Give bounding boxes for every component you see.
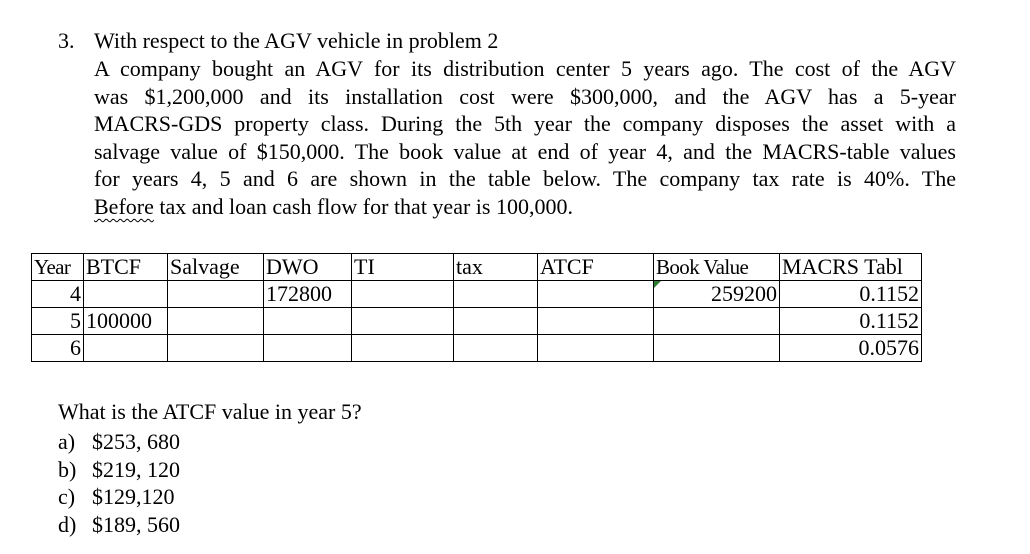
answer-option-c	[58, 483, 180, 511]
table-cell: 4	[32, 281, 84, 308]
table-cell	[264, 335, 352, 362]
table-cell	[352, 335, 454, 362]
table-row	[32, 308, 922, 335]
header-cell: Year	[32, 254, 84, 281]
answer-options	[58, 428, 180, 538]
option-label: b)	[58, 456, 77, 482]
table-cell	[454, 335, 538, 362]
table-cell	[264, 308, 352, 335]
answer-option-b	[58, 456, 180, 484]
table-cell: 6	[32, 335, 84, 362]
table-row	[32, 281, 922, 308]
macrs-table	[31, 253, 922, 362]
table-cell	[168, 308, 264, 335]
paragraph-line: salvage value of $150,000. The book value at end of year 4, and the MACRS-table values	[94, 138, 956, 164]
table-cell	[654, 335, 780, 362]
table-cell	[168, 335, 264, 362]
table-cell: 172800	[264, 281, 352, 308]
option-text: $189, 560	[92, 511, 180, 537]
table-cell	[84, 281, 168, 308]
table-header-row	[32, 254, 922, 281]
paragraph-line-rest: tax and loan cash flow for that year is 100,000.	[153, 193, 573, 219]
spellcheck-word: Before	[94, 193, 154, 219]
table-cell	[538, 281, 654, 308]
table-cell: 100000	[84, 308, 168, 335]
table-cell: 259200	[654, 281, 780, 308]
problem-paragraph	[94, 55, 956, 221]
table-row	[32, 335, 922, 362]
table-cell: 0.1152	[780, 281, 922, 308]
table-cell	[454, 308, 538, 335]
table-cell	[352, 281, 454, 308]
table-cell: 0.0576	[780, 335, 922, 362]
table-cell	[84, 335, 168, 362]
table-cell	[168, 281, 264, 308]
paragraph-line: A company bought an AGV for its distribution center 5 years ago. The cost of the AGV	[94, 56, 956, 81]
paragraph-line: was $1,200,000 and its installation cost were $300,000, and the AGV has a 5-year	[94, 83, 956, 109]
table-cell	[454, 281, 538, 308]
header-cell: tax	[454, 254, 538, 281]
answer-option-a	[58, 428, 180, 456]
option-text: $253, 680	[92, 429, 180, 454]
paragraph-line: MACRS-GDS property class. During the 5th year the company disposes the asset with a	[94, 111, 956, 137]
table-cell: 0.1152	[780, 308, 922, 335]
problem-title: With respect to the AGV vehicle in problem 2	[94, 28, 499, 53]
option-text: $219, 120	[92, 456, 180, 482]
option-label: a)	[58, 429, 76, 454]
option-label: c)	[58, 484, 76, 510]
header-cell: Book Value	[654, 254, 780, 281]
header-cell: MACRS Tabl	[780, 254, 922, 281]
table-cell	[538, 308, 654, 335]
table-cell	[538, 335, 654, 362]
question-text: What is the ATCF value in year 5?	[58, 399, 362, 424]
header-cell: BTCF	[84, 254, 168, 281]
paragraph-line: for years 4, 5 and 6 are shown in the table below. The company tax rate is 40%. The	[94, 166, 956, 192]
table-cell	[654, 308, 780, 335]
header-cell: TI	[352, 254, 454, 281]
table-cell	[352, 308, 454, 335]
header-cell: ATCF	[538, 254, 654, 281]
paragraph-line-last	[94, 193, 956, 221]
answer-option-d	[58, 511, 180, 539]
option-label: d)	[58, 511, 77, 537]
problem-number: 3.	[58, 28, 75, 53]
option-text: $129,120	[92, 484, 175, 510]
header-cell: Salvage	[168, 254, 264, 281]
table-cell: 5	[32, 308, 84, 335]
header-cell: DWO	[264, 254, 352, 281]
